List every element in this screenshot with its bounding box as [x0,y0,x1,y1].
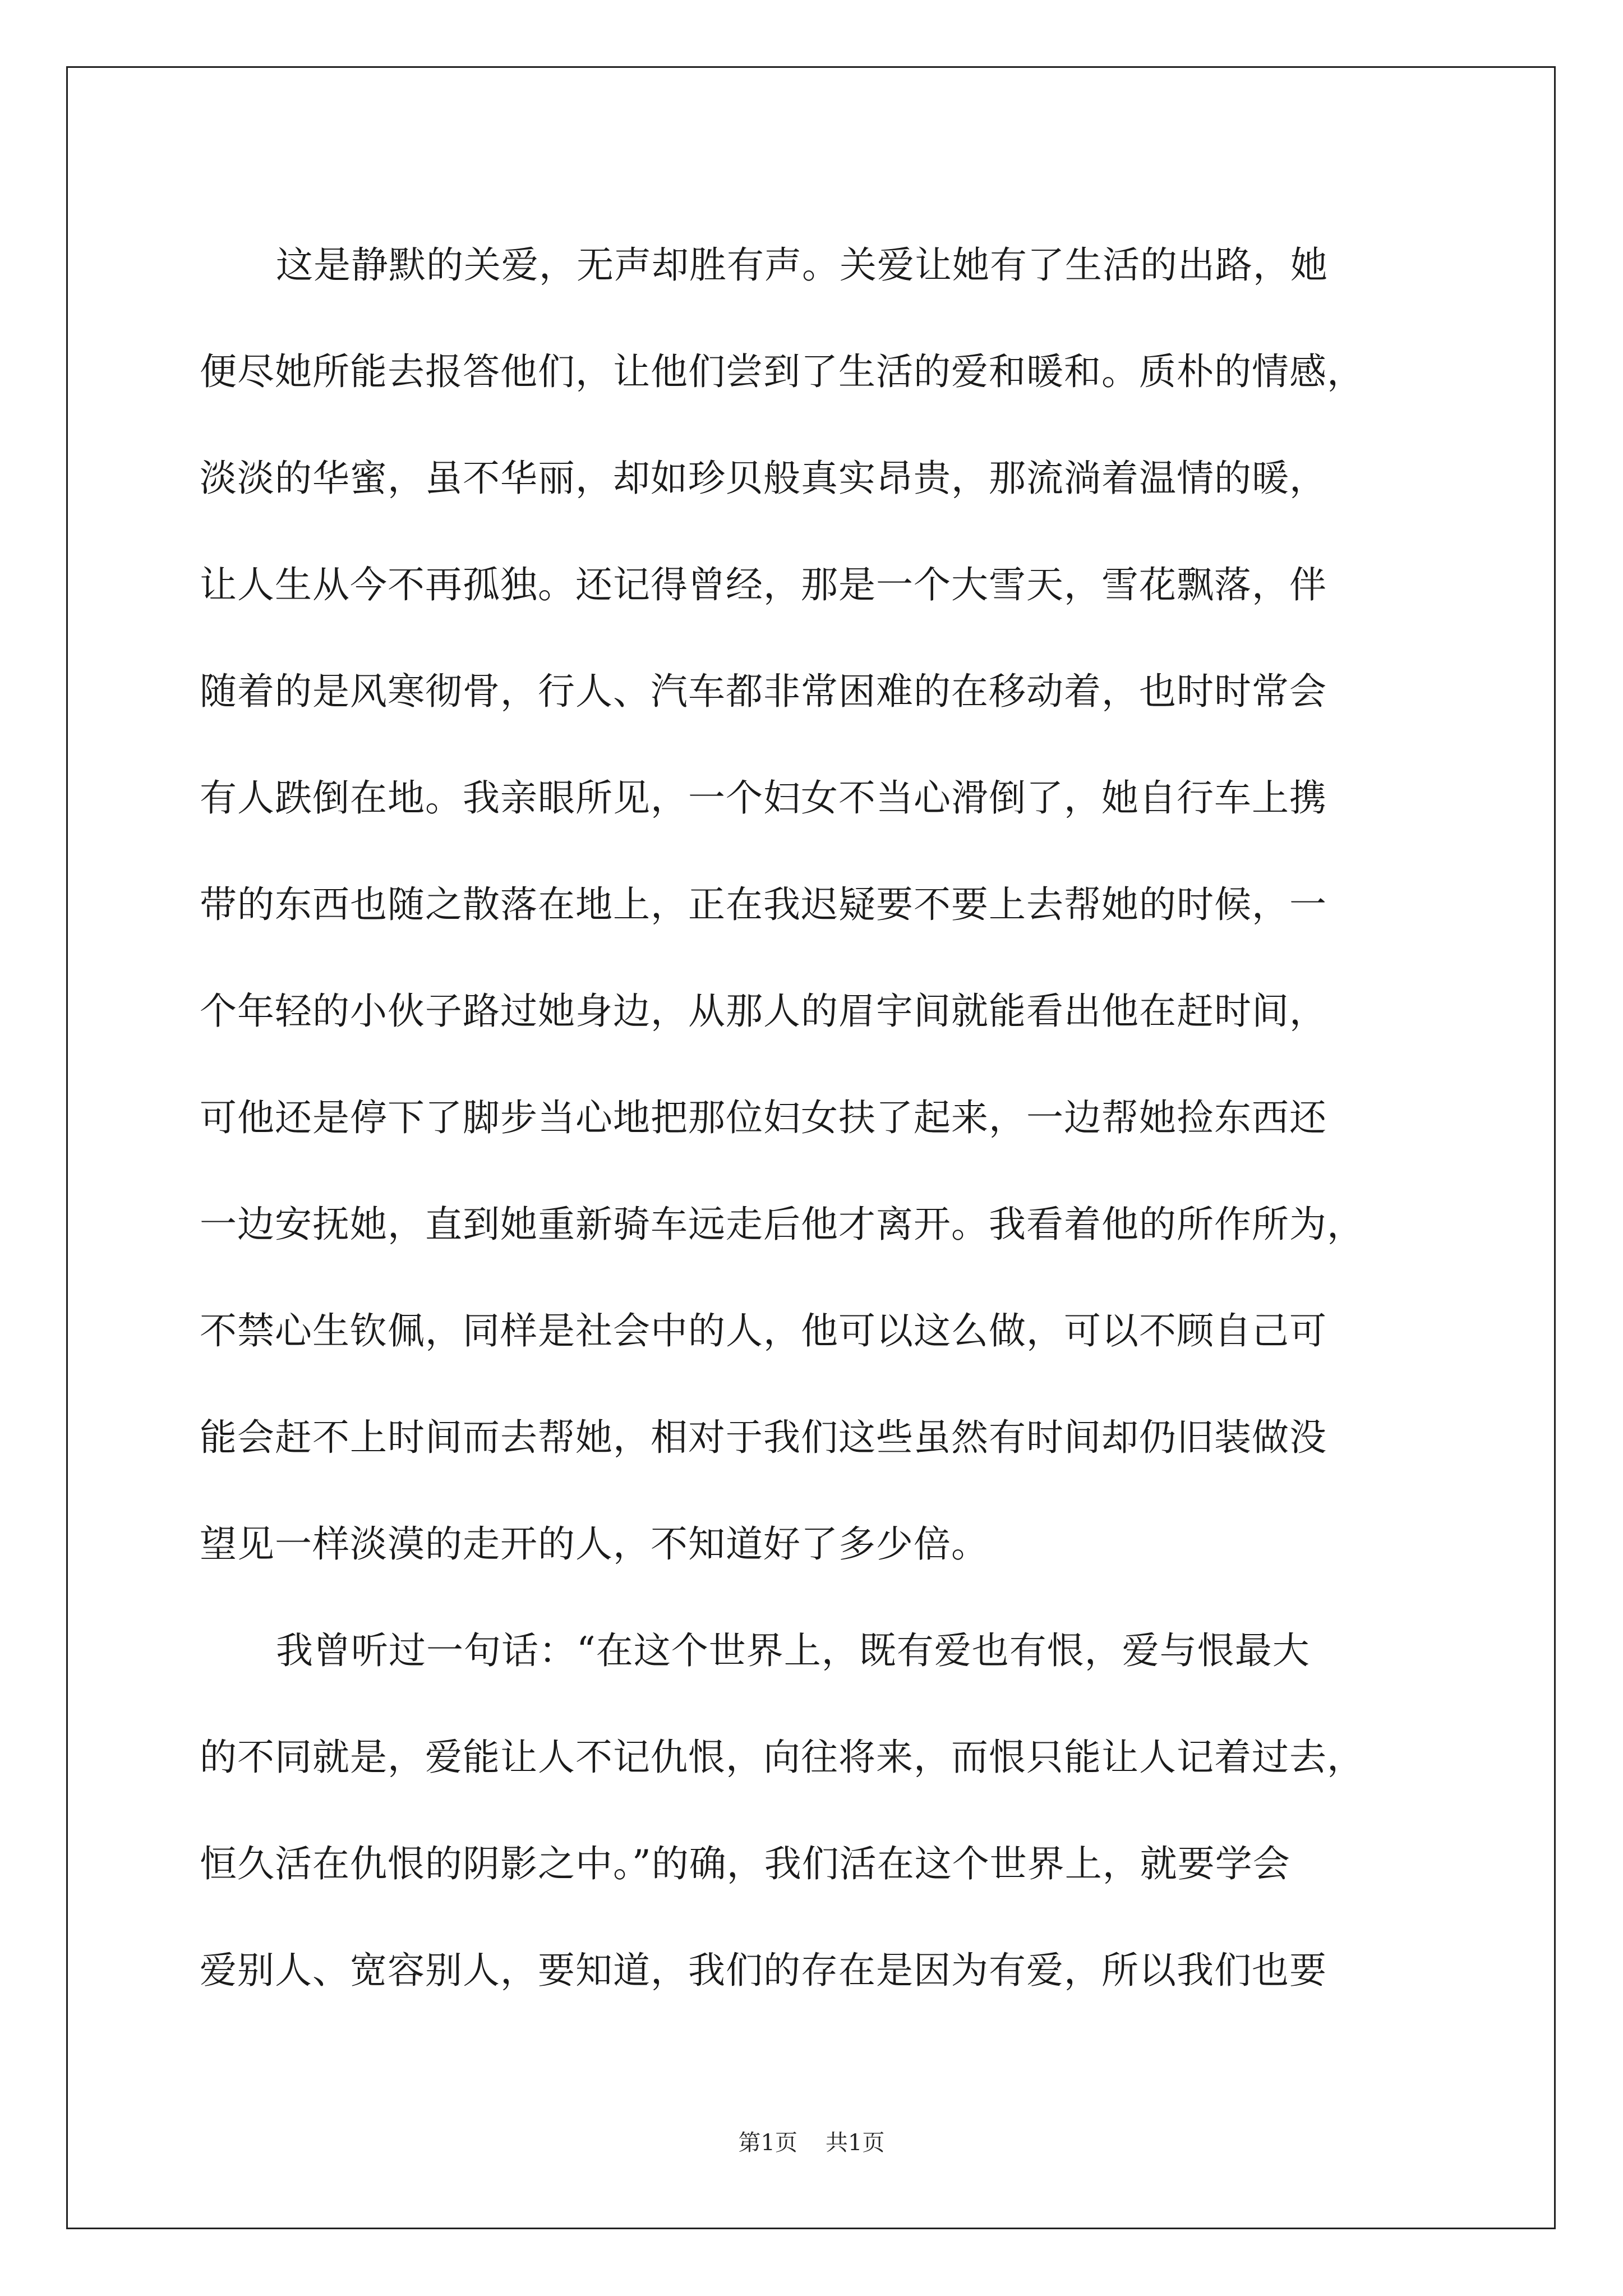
text-line: 个年轻的小伙子路过她身边，从那人的眉宇间就能看出他在赶时间， [200,990,1327,1033]
paragraph-1 [200,212,1433,1598]
text-line: 爱别人、宽容别人，要知道，我们的存在是因为有爱，所以我们也要 [200,1949,1327,1992]
paragraph-2 [200,1598,1433,2024]
text-line: 一边安抚她，直到她重新骑车远走后他才离开。我看着他的所作所为， [200,1203,1364,1246]
text-line: 不禁心生钦佩，同样是社会中的人，他可以这么做，可以不顾自己可 [200,1309,1327,1352]
text-line: 可他还是停下了脚步当心地把那位妇女扶了起来，一边帮她捡东西还 [200,1096,1327,1139]
text-line: 让人生从今不再孤独。还记得曾经，那是一个大雪天，雪花飘落，伴 [200,563,1327,606]
text-line: 的不同就是，爱能让人不记仇恨，向往将来，而恨只能让人记着过去， [200,1736,1364,1779]
text-line: 带的东西也随之散落在地上，正在我迟疑要不要上去帮她的时候，一 [200,883,1327,926]
text-line: 望见一样淡漠的走开的人，不知道好了多少倍。 [200,1522,989,1566]
text-line: 便尽她所能去报答他们，让他们尝到了生活的爱和暖和。质朴的情感， [200,350,1364,393]
text-line: 恒久活在仇恨的阴影之中。”的确，我们活在这个世界上，就要学会 [200,1842,1290,1885]
page-footer [0,2126,1623,2160]
page-number-current: 第1页 [738,2130,797,2156]
text-line: 有人跌倒在地。我亲眼所见，一个妇女不当心滑倒了，她自行车上携 [200,776,1327,820]
page-number-total: 共1页 [826,2130,885,2156]
text-line: 能会赶不上时间而去帮她，相对于我们这些虽然有时间却仍旧装做没 [200,1416,1327,1459]
text-line: 随着的是风寒彻骨，行人、汽车都非常困难的在移动着，也时时常会 [200,670,1327,713]
text-line: 我曾听过一句话：“在这个世界上，既有爱也有恨，爱与恨最大 [276,1629,1310,1672]
text-line: 淡淡的华蜜，虽不华丽，却如珍贝般真实昂贵，那流淌着温情的暖， [200,457,1327,500]
text-line: 这是静默的关爱，无声却胜有声。关爱让她有了生活的出路，她 [276,243,1328,287]
document-body [200,212,1433,2024]
